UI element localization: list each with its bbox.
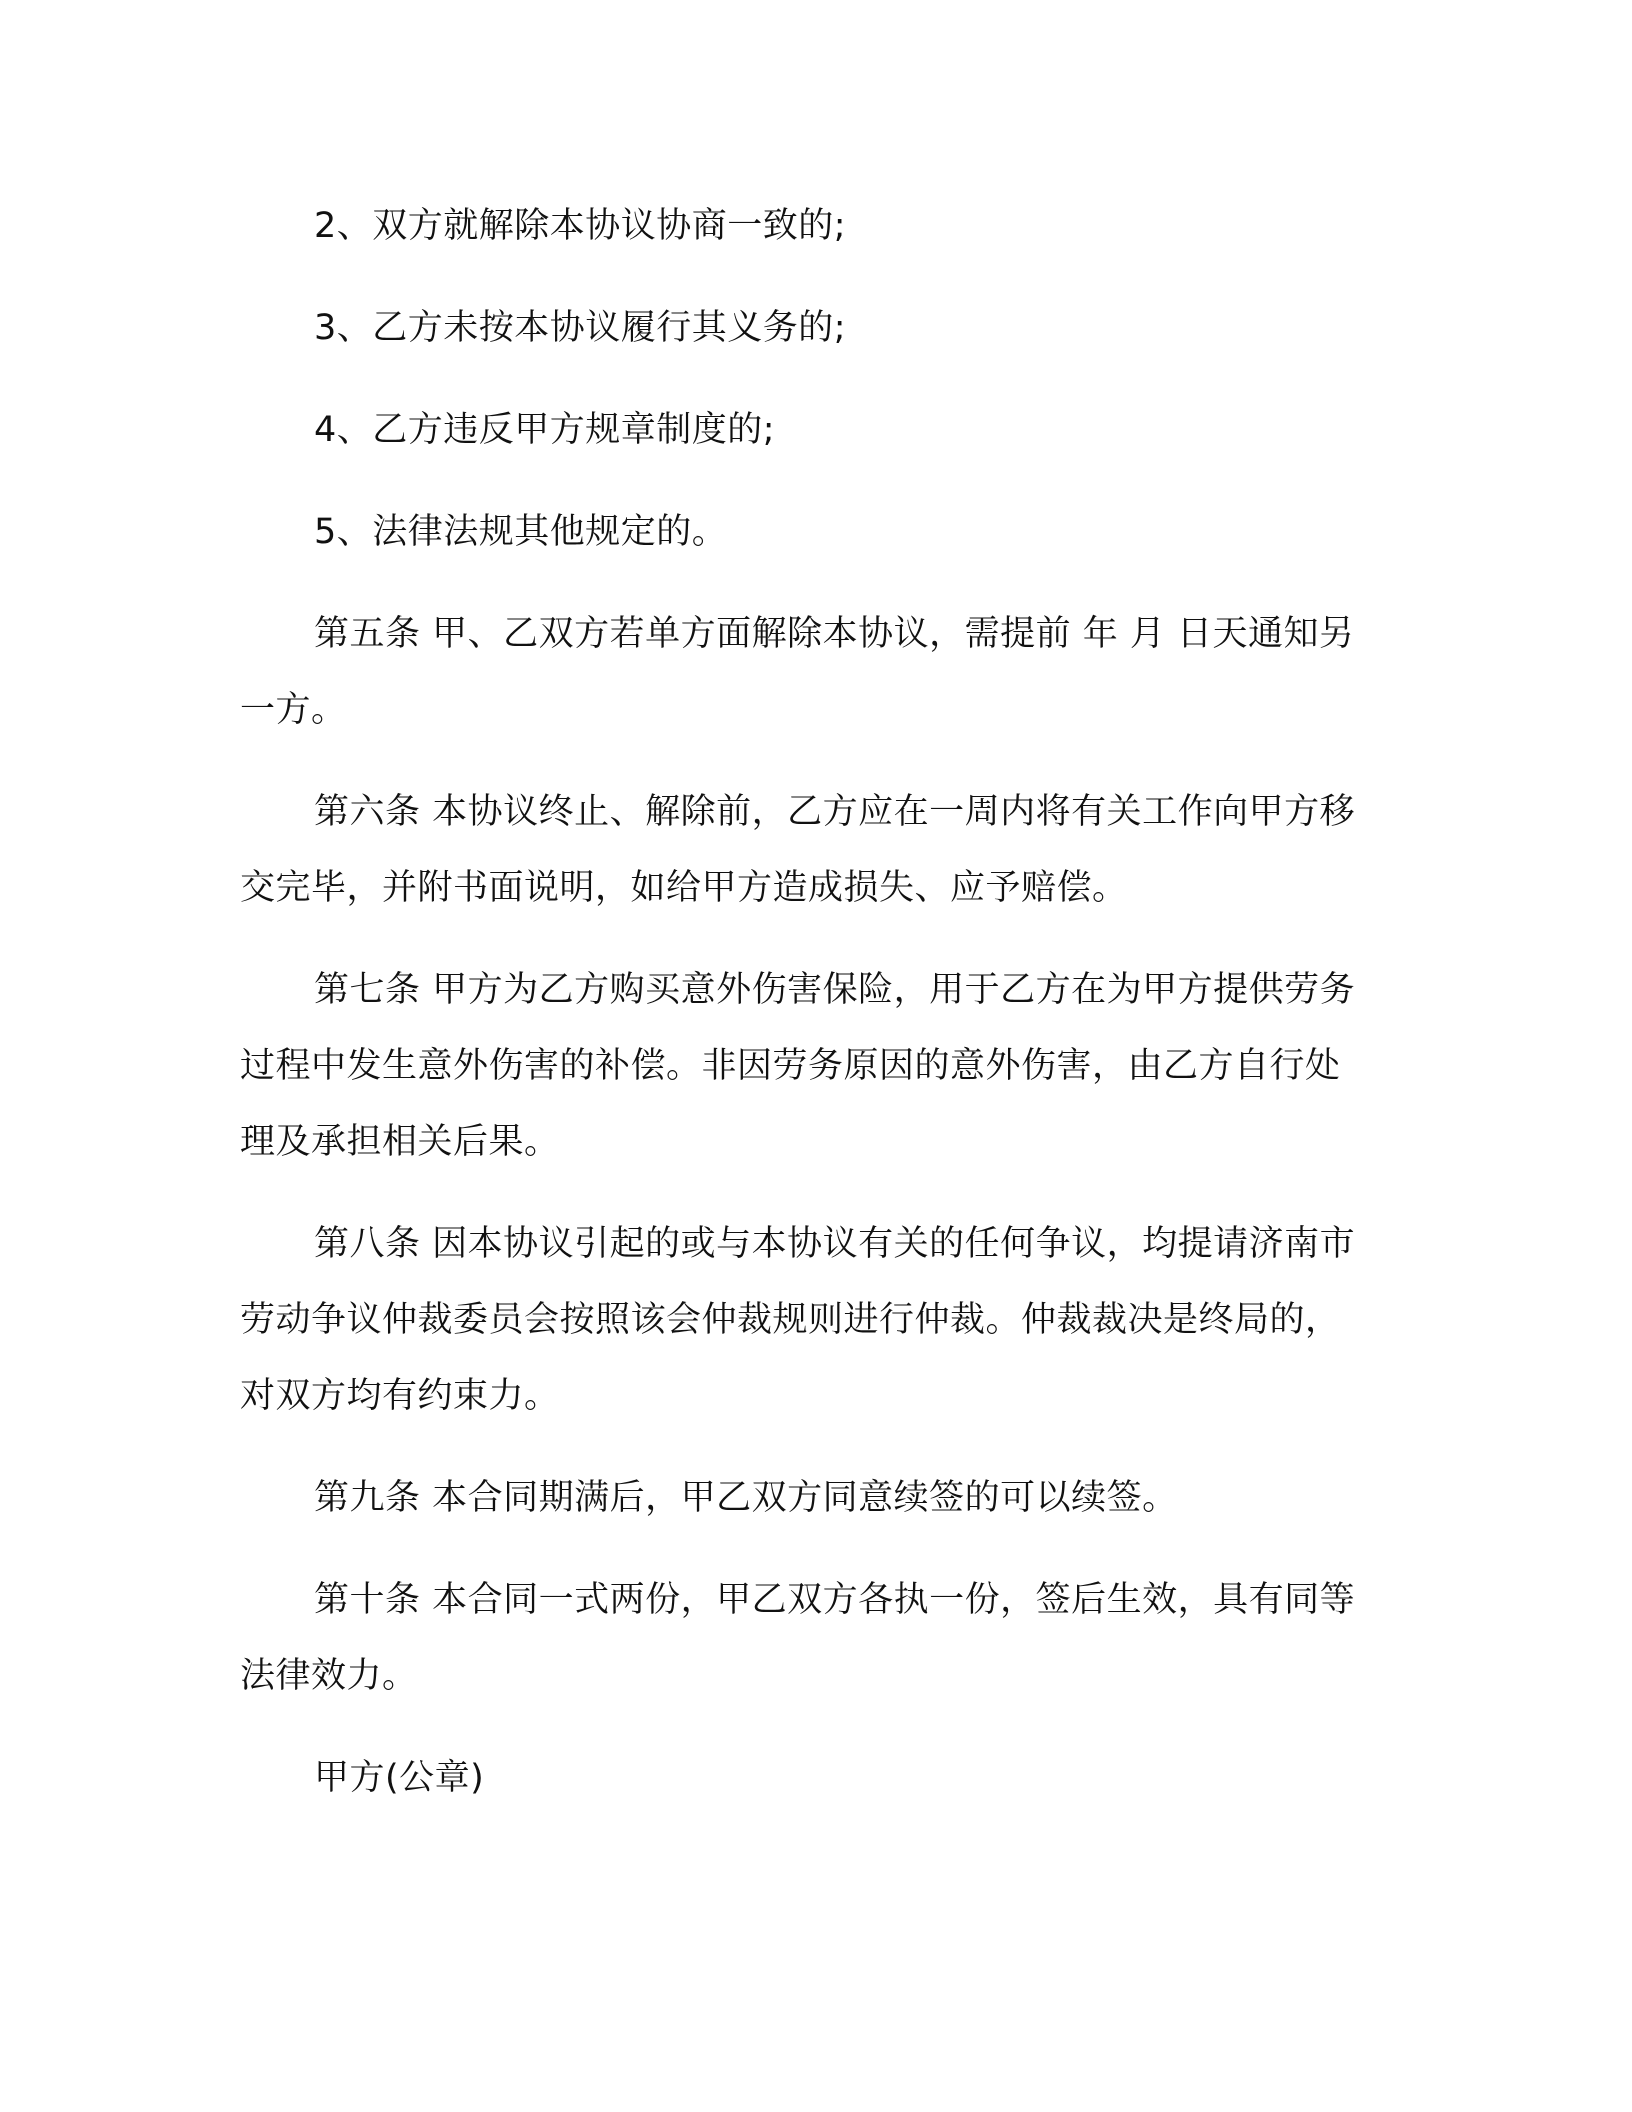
clause-item-4: 4、乙方违反甲方规章制度的; — [314, 410, 776, 450]
article-8: 第八条 因本协议引起的或与本协议有关的任何争议，均提请济南市劳动争议仲裁委员会按照该会仲裁规则进行仲裁。仲裁裁决是终局的，对双方均有约束力。 — [240, 1224, 1356, 1416]
clause-item-5: 5、法律法规其他规定的。 — [314, 512, 728, 552]
clause-item-2: 2、双方就解除本协议协商一致的; — [314, 206, 847, 246]
article-9: 第九条 本合同期满后，甲乙双方同意续签的可以续签。 — [314, 1478, 1178, 1518]
party-a-seal-line: 甲方(公章) — [314, 1758, 485, 1798]
clause-item-3: 3、乙方未按本协议履行其义务的; — [314, 308, 847, 348]
article-10: 第十条 本合同一式两份，甲乙双方各执一份，签后生效，具有同等法律效力。 — [240, 1580, 1356, 1696]
article-5: 第五条 甲、乙双方若单方面解除本协议，需提前 年 月 日天通知另一方。 — [240, 614, 1355, 730]
document-body — [240, 188, 1370, 1842]
article-7: 第七条 甲方为乙方购买意外伤害保险，用于乙方在为甲方提供劳务过程中发生意外伤害的补偿。非因劳务原因的意外伤害，由乙方自行处理及承担相关后果。 — [240, 970, 1356, 1162]
article-6: 第六条 本协议终止、解除前，乙方应在一周内将有关工作向甲方移交完毕，并附书面说明，如给甲方造成损失、应予赔偿。 — [240, 792, 1356, 908]
